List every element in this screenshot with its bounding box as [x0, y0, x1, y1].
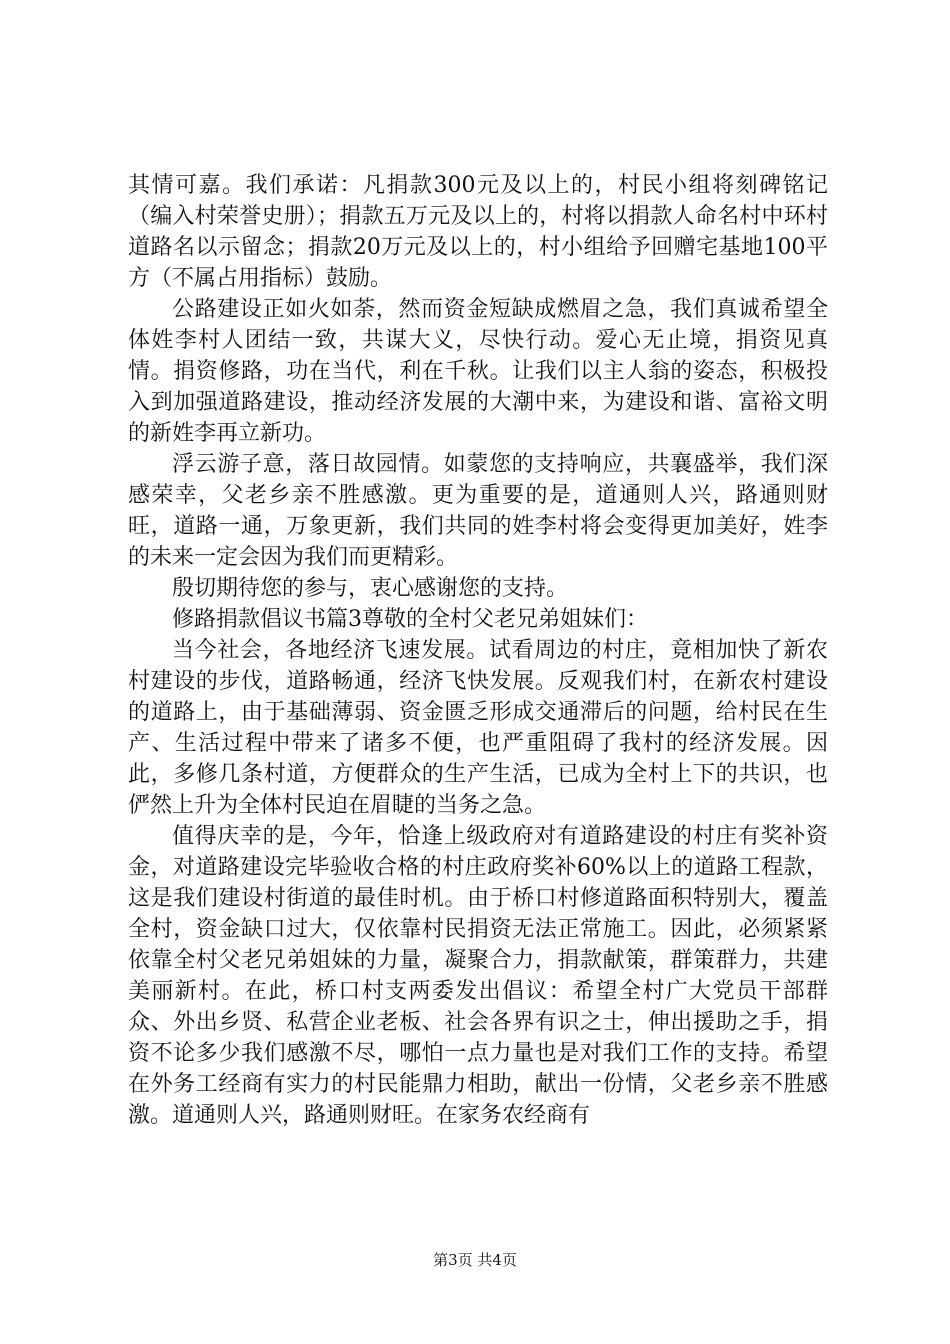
paragraph: 当今社会，各地经济飞速发展。试看周边的村庄，竟相加快了新农村建设的步伐，道路畅通，经济飞快发展。反观我们村，在新农村建设的道路上，由于基础薄弱、资金匮乏形成交通滞后的问题，给村民在生产、生活过程中带来了诸多不便，也严重阻碍了我村的经济发展。因此，多修几条村道，方便群众的生产生活，已成为全村上下的共识，也俨然上升为全体村民迫在眉睫的当务之急。	[128, 638, 828, 818]
document-body	[128, 170, 828, 1131]
paragraph: 殷切期待您的参与，衷心感谢您的支持。	[172, 576, 569, 601]
paragraph-continued: 其情可嘉。我们承诺：凡捐款300元及以上的，村民小组将刻碑铭记（编入村荣誉史册）；捐款五万元及以上的，村将以捐款人命名村中环村道路名以示留念；捐款20万元及以上的，村小组给予回赠宅基地100平方（不属占用指标）鼓励。	[128, 173, 828, 291]
section-heading-paragraph: 修路捐款倡议书篇3尊敬的全村父老兄弟姐妹们：	[172, 607, 648, 632]
paragraph: 浮云游子意，落日故园情。如蒙您的支持响应，共襄盛举，我们深感荣幸，父老乡亲不胜感激。更为重要的是，道通则人兴，路通则财旺，道路一通，万象更新，我们共同的姓李村将会变得更加美好，姓李的未来一定会因为我们而更精彩。	[128, 452, 828, 570]
paragraph: 公路建设正如火如荼，然而资金短缺成燃眉之急，我们真诚希望全体姓李村人团结一致，共谋大义，尽快行动。爱心无止境，捐资见真情。捐资修路，功在当代，利在千秋。让我们以主人翁的姿态，积极投入到加强道路建设，推动经济发展的大潮中来，为建设和谐、富裕文明的新姓李再立新功。	[128, 297, 828, 446]
page-number-footer: 第3页 共4页	[433, 1251, 517, 1269]
paragraph: 值得庆幸的是，今年，恰逢上级政府对有道路建设的村庄有奖补资金，对道路建设完毕验收合格的村庄政府奖补60%以上的道路工程款，这是我们建设村街道的最佳时机。由于桥口村修道路面积特别大，覆盖全村，资金缺口过大，仅依靠村民捐资无法正常施工。因此，必须紧紧依靠全村父老兄弟姐妹的力量，凝聚合力，捐款献策，群策群力，共建美丽新村。在此，桥口村支两委发出倡议：希望全村广大党员干部群众、外出乡贤、私营企业老板、社会各界有识之士，伸出援助之手，捐资不论多少我们感激不尽，哪怕一点力量也是对我们工作的支持。希望在外务工经商有实力的村民能鼎力相助，献出一份情，父老乡亲不胜感激。道通则人兴，路通则财旺。在家务农经商有	[128, 824, 828, 1128]
